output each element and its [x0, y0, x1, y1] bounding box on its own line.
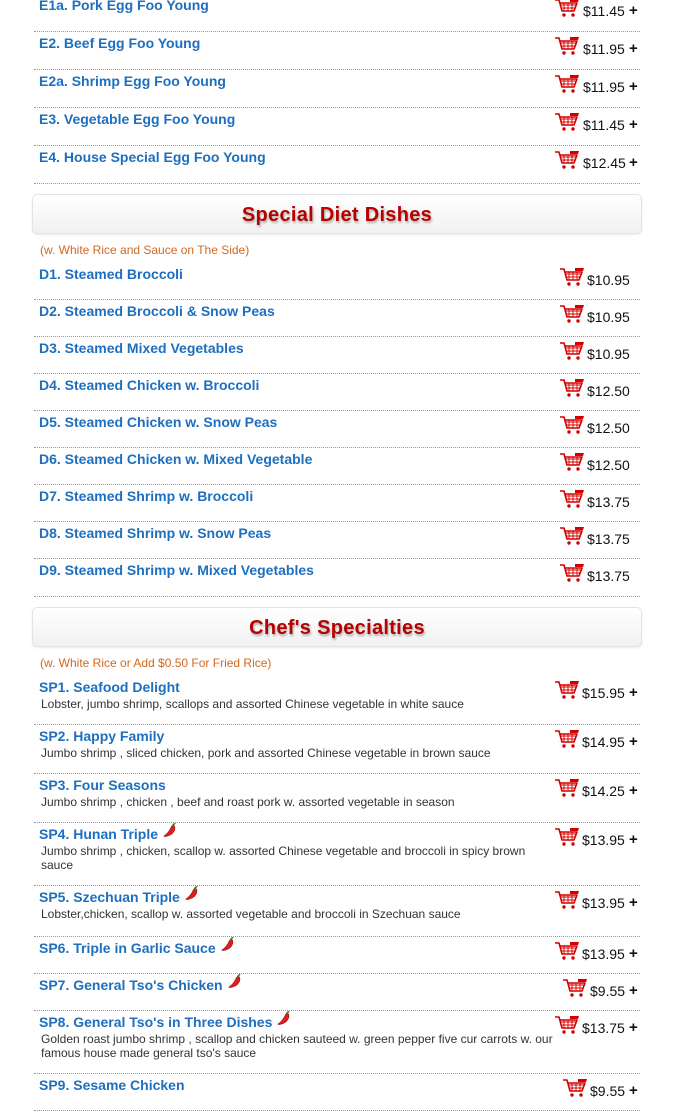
menu-item-row — [34, 485, 640, 522]
add-to-cart-icon[interactable] — [554, 729, 580, 749]
item-price: $9.55 — [590, 983, 626, 999]
section-title: Chef's Specialties — [249, 617, 425, 639]
item-name[interactable] — [39, 451, 312, 467]
add-to-cart-icon[interactable] — [562, 978, 588, 998]
menu-item-row — [34, 974, 640, 1011]
add-to-cart-icon[interactable] — [559, 304, 585, 324]
item-name-text[interactable]: D3. Steamed Mixed Vegetables — [39, 340, 244, 356]
menu-item-row — [34, 411, 640, 448]
item-name[interactable] — [39, 1077, 185, 1093]
add-to-cart-icon[interactable] — [559, 267, 585, 287]
item-name-text[interactable]: D4. Steamed Chicken w. Broccoli — [39, 377, 260, 393]
menu-item-row — [34, 448, 640, 485]
item-price: $10.95 — [587, 272, 630, 288]
menu-item-row — [34, 559, 640, 597]
menu-item-row — [34, 0, 640, 32]
item-name[interactable] — [39, 340, 244, 356]
item-name[interactable] — [39, 377, 259, 393]
item-name-text[interactable]: E2. Beef Egg Foo Young — [39, 35, 201, 51]
item-description: Jumbo shrimp , sliced chicken, pork and assorted Chinese vegetable in brown sauce — [41, 746, 491, 760]
item-name[interactable] — [39, 940, 235, 956]
add-to-cart-icon[interactable] — [554, 890, 580, 910]
item-name-text[interactable]: E1a. Pork Egg Foo Young — [39, 0, 209, 13]
item-price: $9.55 — [590, 1083, 626, 1099]
item-name[interactable] — [39, 889, 199, 905]
menu-item-row — [34, 146, 640, 184]
item-price: $10.95 — [587, 346, 630, 362]
item-name[interactable] — [39, 73, 226, 89]
add-to-cart-icon[interactable] — [559, 526, 585, 546]
add-options-button[interactable]: + — [629, 945, 638, 962]
menu-item-row — [34, 300, 640, 337]
item-price: $13.75 — [587, 531, 630, 547]
item-price: $12.50 — [587, 457, 630, 473]
add-to-cart-icon[interactable] — [559, 489, 585, 509]
add-options-button[interactable]: + — [629, 40, 638, 57]
item-name-text[interactable]: SP5. Szechuan Triple — [39, 889, 180, 905]
menu-item-row — [34, 32, 640, 70]
hot-pepper-icon — [276, 1011, 291, 1029]
item-name[interactable] — [39, 562, 314, 578]
item-name-text[interactable]: D8. Steamed Shrimp w. Snow Peas — [39, 525, 272, 541]
item-description: Jumbo shrimp , chicken, scallop w. assorted Chinese vegetable and broccoli in spicy brown sauce — [41, 844, 526, 872]
item-name[interactable] — [39, 149, 266, 165]
item-price: $13.75 — [587, 494, 630, 510]
add-to-cart-icon[interactable] — [559, 415, 585, 435]
item-price: $12.45 — [583, 155, 626, 171]
item-name-text[interactable]: SP2. Happy Family — [39, 728, 165, 744]
add-to-cart-icon[interactable] — [554, 827, 580, 847]
add-to-cart-icon[interactable] — [559, 452, 585, 472]
menu-item-row — [34, 108, 640, 146]
item-price: $11.45 — [583, 117, 625, 133]
add-to-cart-icon[interactable] — [554, 36, 580, 56]
hot-pepper-icon — [227, 974, 242, 992]
item-name[interactable] — [39, 777, 166, 793]
item-name-text[interactable]: SP7. General Tso's Chicken — [39, 977, 223, 993]
add-options-button[interactable]: + — [629, 782, 638, 799]
hot-pepper-icon — [162, 823, 177, 841]
add-options-button[interactable]: + — [629, 733, 638, 750]
item-name-text[interactable]: D6. Steamed Chicken w. Mixed Vegetable — [39, 451, 313, 467]
item-name-text[interactable]: D1. Steamed Broccoli — [39, 266, 183, 282]
item-name-text[interactable]: SP3. Four Seasons — [39, 777, 166, 793]
menu-item-row — [34, 337, 640, 374]
add-to-cart-icon[interactable] — [562, 1078, 588, 1098]
item-price: $11.95 — [583, 41, 625, 57]
item-name[interactable] — [39, 414, 277, 430]
add-options-button[interactable]: + — [629, 78, 638, 95]
add-to-cart-icon[interactable] — [554, 150, 580, 170]
item-price: $13.75 — [587, 568, 630, 584]
item-name-text[interactable]: E4. House Special Egg Foo Young — [39, 149, 266, 165]
add-to-cart-icon[interactable] — [554, 941, 580, 961]
add-to-cart-icon[interactable] — [554, 680, 580, 700]
section-header — [32, 607, 642, 647]
add-to-cart-icon[interactable] — [554, 112, 580, 132]
item-name-text[interactable]: D2. Steamed Broccoli & Snow Peas — [39, 303, 275, 319]
add-options-button[interactable]: + — [629, 684, 638, 701]
add-options-button[interactable]: + — [629, 154, 638, 171]
add-options-button[interactable]: + — [629, 894, 638, 911]
item-name[interactable] — [39, 111, 235, 127]
item-name[interactable] — [39, 728, 164, 744]
add-options-button[interactable]: + — [629, 2, 638, 19]
item-price: $13.95 — [582, 832, 625, 848]
menu-item-row — [34, 1011, 640, 1074]
item-price: $12.50 — [587, 420, 630, 436]
menu-item-row — [34, 725, 640, 774]
item-name[interactable] — [39, 35, 200, 51]
menu-item-row — [34, 823, 640, 886]
add-to-cart-icon[interactable] — [554, 1015, 580, 1035]
add-options-button[interactable]: + — [629, 116, 638, 133]
item-price: $12.50 — [587, 383, 630, 399]
add-to-cart-icon[interactable] — [554, 0, 580, 18]
item-name-text[interactable]: D5. Steamed Chicken w. Snow Peas — [39, 414, 278, 430]
hot-pepper-icon — [220, 937, 235, 955]
item-name-text[interactable]: D7. Steamed Shrimp w. Broccoli — [39, 488, 254, 504]
item-price: $13.95 — [582, 895, 625, 911]
item-name[interactable] — [39, 0, 209, 13]
item-price: $14.25 — [582, 783, 625, 799]
add-to-cart-icon[interactable] — [559, 341, 585, 361]
item-price: $11.95 — [583, 79, 625, 95]
add-options-button[interactable]: + — [629, 982, 638, 999]
menu-item-row — [34, 374, 640, 411]
item-name[interactable] — [39, 525, 271, 541]
add-to-cart-icon[interactable] — [554, 778, 580, 798]
item-name-text[interactable]: SP8. General Tso's in Three Dishes — [39, 1014, 273, 1030]
section-note: (w. White Rice and Sauce on The Side) — [40, 243, 250, 257]
menu-item-row — [34, 937, 640, 974]
item-price: $11.45 — [583, 3, 625, 19]
menu-item-row — [34, 886, 640, 937]
section-title: Special Diet Dishes — [241, 204, 433, 226]
add-to-cart-icon[interactable] — [559, 378, 585, 398]
item-name[interactable] — [39, 303, 275, 319]
item-name-text[interactable]: E2a. Shrimp Egg Foo Young — [39, 73, 226, 89]
item-price: $13.95 — [582, 946, 625, 962]
item-description: Lobster, jumbo shrimp, scallops and assorted Chinese vegetable in white sauce — [41, 697, 464, 711]
add-options-button[interactable]: + — [629, 831, 638, 848]
add-options-button[interactable]: + — [629, 1082, 638, 1099]
item-price: $15.95 — [582, 685, 625, 701]
item-name[interactable] — [39, 1014, 291, 1030]
menu-item-row — [34, 70, 640, 108]
menu-item-row — [34, 1074, 640, 1111]
item-name[interactable] — [39, 266, 183, 282]
item-name-text[interactable]: SP6. Triple in Garlic Sauce — [39, 940, 216, 956]
menu-item-row — [34, 774, 640, 823]
item-name-text[interactable]: D9. Steamed Shrimp w. Mixed Vegetables — [39, 562, 314, 578]
add-to-cart-icon[interactable] — [559, 563, 585, 583]
item-name-text[interactable]: SP1. Seafood Delight — [39, 679, 180, 695]
section-note: (w. White Rice or Add $0.50 For Fried Rice) — [40, 656, 272, 670]
item-price: $14.95 — [582, 734, 625, 750]
item-name-text[interactable]: SP9. Sesame Chicken — [39, 1077, 185, 1093]
menu-item-row — [34, 263, 640, 300]
item-price: $13.75 — [582, 1020, 625, 1036]
add-to-cart-icon[interactable] — [554, 74, 580, 94]
item-name[interactable] — [39, 977, 242, 993]
hot-pepper-icon — [184, 886, 199, 904]
item-description: Jumbo shrimp , chicken , beef and roast pork w. assorted vegetable in season — [41, 795, 455, 809]
add-options-button[interactable]: + — [629, 1019, 638, 1036]
item-description: Golden roast jumbo shrimp , scallop and chicken sauteed w. green pepper five cur carrots w. our famous house made general tso's sauce — [41, 1032, 553, 1060]
item-name[interactable] — [39, 488, 253, 504]
item-name[interactable] — [39, 679, 180, 695]
menu-item-row — [34, 676, 640, 725]
menu-item-row — [34, 522, 640, 559]
item-name-text[interactable]: SP4. Hunan Triple — [39, 826, 159, 842]
item-name[interactable] — [39, 826, 177, 842]
item-description: Lobster,chicken, scallop w. assorted vegetable and broccoli in Szechuan sauce — [41, 907, 461, 921]
item-price: $10.95 — [587, 309, 630, 325]
item-name-text[interactable]: E3. Vegetable Egg Foo Young — [39, 111, 236, 127]
section-header — [32, 194, 642, 234]
